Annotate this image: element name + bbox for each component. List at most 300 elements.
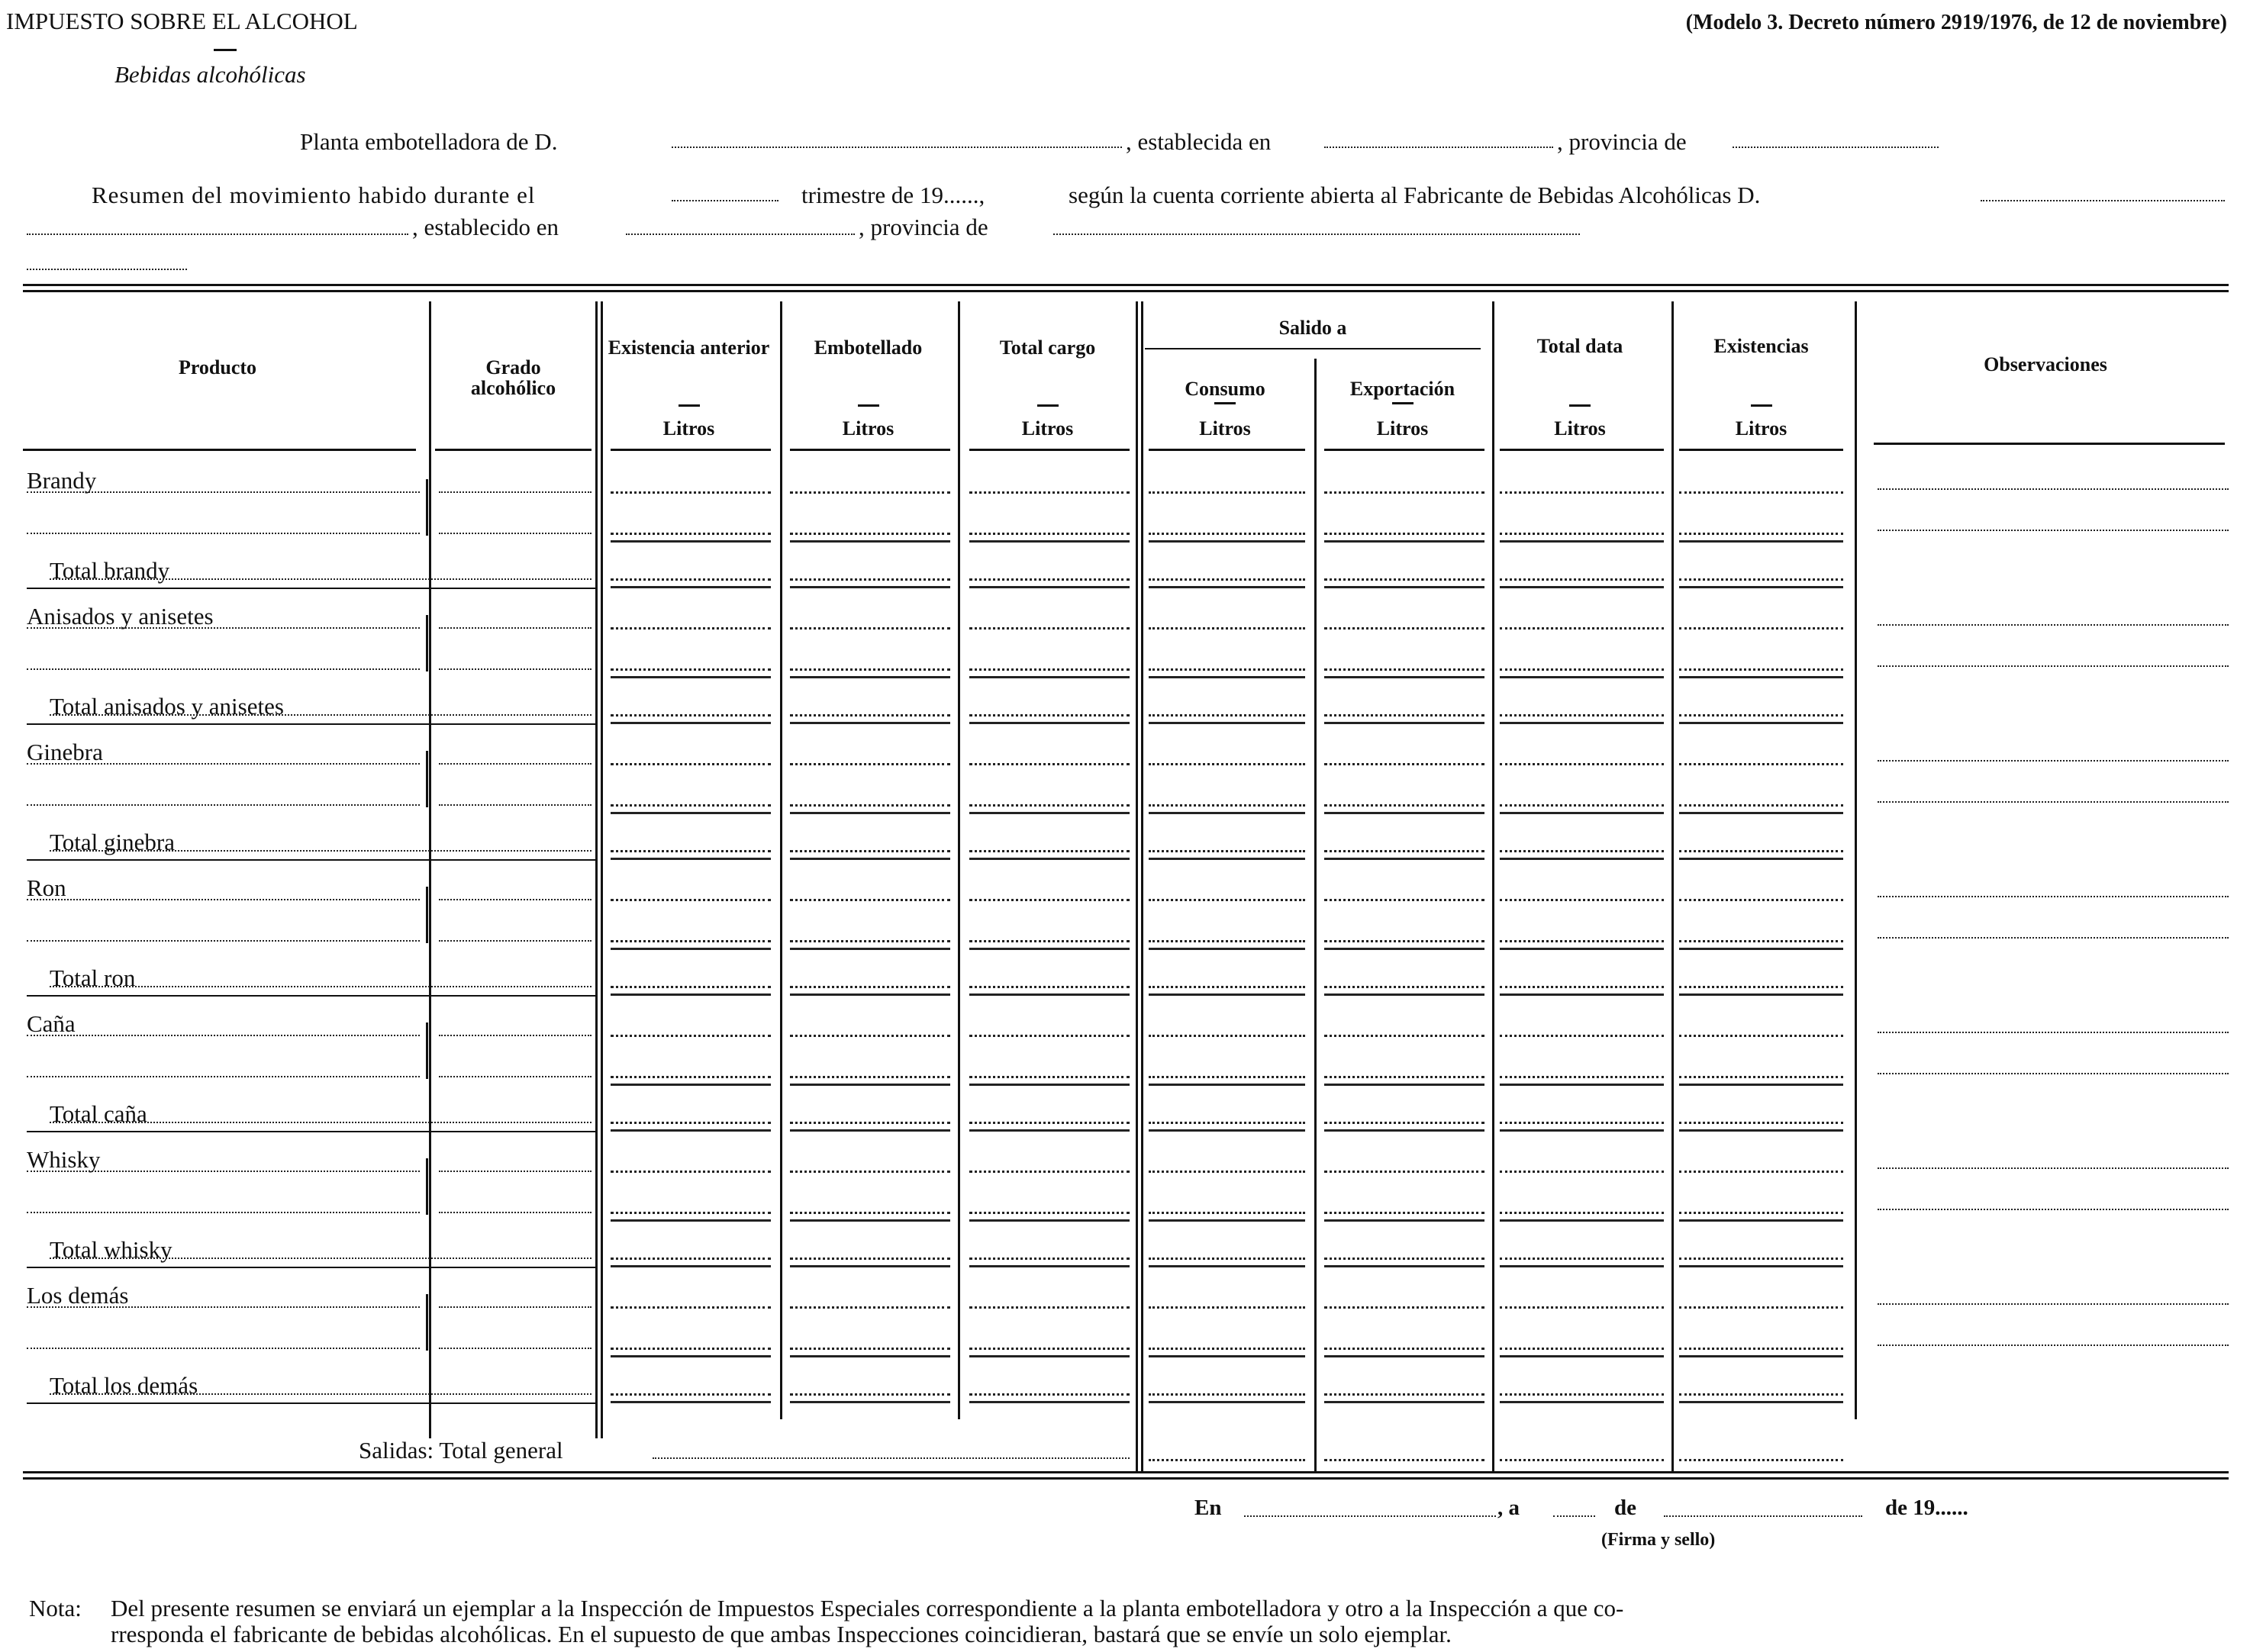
quarter-field[interactable] [672,200,778,201]
product-total-field[interactable] [50,986,592,987]
observaciones-field[interactable] [1878,488,2229,490]
value-cell[interactable] [1679,1306,1843,1309]
value-total-underline [1149,1265,1305,1267]
value-total-underline [969,1129,1130,1132]
product-field[interactable] [27,627,420,629]
value-subtotal-line [1149,1219,1305,1222]
value-subtotal-line [1500,1219,1664,1222]
value-total-cell[interactable] [969,1258,1130,1260]
header-underline [1324,449,1484,451]
value-cell[interactable] [1500,668,1664,671]
grado-field[interactable] [439,899,592,900]
value-cell[interactable] [1149,491,1305,494]
value-cell[interactable] [969,1035,1130,1037]
header-underline [611,449,771,451]
grado-field[interactable] [439,1171,592,1172]
value-total-underline [1324,1265,1484,1267]
value-cell[interactable] [1324,491,1484,494]
header-grado: Grado alcohólico [470,356,556,399]
grado-field-2[interactable] [439,1212,592,1213]
value-total-underline [1324,586,1484,588]
value-cell[interactable] [611,763,771,765]
value-subtotal-line [1324,540,1484,543]
observaciones-field[interactable] [1878,1032,2229,1033]
value-total-cell[interactable] [790,578,950,581]
value-cell[interactable] [1149,1348,1305,1350]
province-field-2[interactable] [1053,233,1580,235]
value-cell[interactable] [969,491,1130,494]
value-cell[interactable] [790,1076,950,1078]
product-name: Anisados y anisetes [27,603,218,630]
value-cell[interactable] [1324,1171,1484,1173]
value-cell[interactable] [1679,668,1843,671]
value-cell[interactable] [1679,763,1843,765]
value-cell[interactable] [611,1076,771,1078]
plant-label: Planta embotelladora de D. [300,128,558,155]
value-subtotal-line [611,540,771,543]
value-cell[interactable] [1679,627,1843,630]
column-separator [1141,301,1143,1473]
table-bottom-line-1 [23,1471,2229,1473]
value-total-cell[interactable] [1679,1258,1843,1260]
value-cell[interactable] [1679,804,1843,807]
grand-total-cell[interactable] [1149,1459,1305,1461]
grado-field-2[interactable] [439,940,592,942]
value-cell[interactable] [1679,1348,1843,1350]
value-cell[interactable] [1324,627,1484,630]
value-cell[interactable] [790,763,950,765]
value-cell[interactable] [969,668,1130,671]
value-cell[interactable] [790,491,950,494]
value-total-cell[interactable] [1149,578,1305,581]
value-cell[interactable] [1679,491,1843,494]
value-total-underline [1324,1401,1484,1403]
product-field[interactable] [27,1171,420,1172]
column-separator [601,301,603,1438]
province-field[interactable] [1733,147,1939,148]
value-total-cell[interactable] [1149,1393,1305,1396]
value-cell[interactable] [611,1306,771,1309]
value-cell[interactable] [1679,1212,1843,1214]
header-producto: Producto [178,356,257,378]
value-cell[interactable] [611,533,771,535]
product-total-underline [27,859,595,861]
header-observaciones: Observaciones [1984,353,2107,375]
product-total-underline [27,1131,595,1132]
value-subtotal-line [1500,812,1664,814]
value-total-cell[interactable] [969,578,1130,581]
value-total-underline [1500,858,1664,860]
month-label: de [1614,1496,1636,1520]
product-field-2[interactable] [27,1076,420,1077]
value-subtotal-line [1679,1219,1843,1222]
value-cell[interactable] [1324,668,1484,671]
value-total-underline [611,1401,771,1403]
grado-field-2[interactable] [439,1076,592,1077]
product-total-field[interactable] [50,714,592,716]
value-cell[interactable] [1679,899,1843,901]
litros-dash [1392,402,1414,404]
grado-bracket [426,1022,428,1079]
value-cell[interactable] [1500,1035,1664,1037]
product-total-field[interactable] [50,578,592,580]
value-total-cell[interactable] [611,850,771,852]
value-cell[interactable] [1149,668,1305,671]
value-cell[interactable] [1149,1035,1305,1037]
value-total-cell[interactable] [969,850,1130,852]
header-underline [1149,449,1305,451]
value-cell[interactable] [1500,1348,1664,1350]
value-total-underline [1324,1129,1484,1132]
product-name: Whisky [27,1146,105,1174]
value-cell[interactable] [790,1171,950,1173]
manufacturer-field-cont[interactable] [27,233,408,235]
value-total-underline [969,993,1130,996]
value-cell[interactable] [1500,1076,1664,1078]
value-total-cell[interactable] [1324,986,1484,988]
value-cell[interactable] [611,1348,771,1350]
value-total-cell[interactable] [790,1122,950,1124]
value-cell[interactable] [1324,940,1484,942]
value-cell[interactable] [1324,533,1484,535]
value-cell[interactable] [1149,533,1305,535]
grado-field[interactable] [439,1035,592,1036]
grado-field[interactable] [439,627,592,629]
grado-field-2[interactable] [439,533,592,534]
value-total-underline [1679,722,1843,724]
grado-field[interactable] [439,491,592,493]
value-cell[interactable] [611,627,771,630]
value-total-underline [1500,722,1664,724]
value-cell[interactable] [1324,899,1484,901]
grado-bracket [426,479,428,536]
value-total-cell[interactable] [1149,1122,1305,1124]
value-total-cell[interactable] [1500,1393,1664,1396]
value-subtotal-line [1149,676,1305,678]
place-field[interactable] [1244,1515,1496,1517]
value-cell[interactable] [1500,491,1664,494]
product-field-2[interactable] [27,668,420,670]
value-total-cell[interactable] [969,986,1130,988]
established-field-2[interactable] [626,233,855,235]
header-total-cargo: Total cargo [999,337,1096,359]
value-cell[interactable] [969,533,1130,535]
value-cell[interactable] [611,491,771,494]
litros-dash [1569,404,1591,407]
product-name: Ron [27,874,71,902]
value-subtotal-line [790,948,950,950]
observaciones-field[interactable] [1878,624,2229,626]
value-cell[interactable] [1324,1035,1484,1037]
observaciones-field[interactable] [1878,1303,2229,1305]
litros-dash [1751,404,1772,407]
value-cell[interactable] [969,1306,1130,1309]
value-cell[interactable] [1149,1076,1305,1078]
value-total-underline [969,1265,1130,1267]
value-total-cell[interactable] [1500,986,1664,988]
observaciones-field[interactable] [1878,760,2229,762]
value-total-cell[interactable] [611,1393,771,1396]
value-cell[interactable] [1324,1306,1484,1309]
grand-total-cell[interactable] [1324,1459,1484,1461]
product-field-2[interactable] [27,940,420,942]
value-cell[interactable] [1679,1035,1843,1037]
value-subtotal-line [1679,812,1843,814]
established-field[interactable] [1324,147,1553,148]
value-cell[interactable] [611,940,771,942]
header-litros: Litros [662,417,715,440]
value-cell[interactable] [1149,763,1305,765]
grado-field-2[interactable] [439,804,592,806]
value-total-underline [1500,993,1664,996]
value-cell[interactable] [969,1212,1130,1214]
value-subtotal-line [969,948,1130,950]
grand-total-cell[interactable] [1679,1459,1843,1461]
value-cell[interactable] [1324,1212,1484,1214]
value-cell[interactable] [1500,763,1664,765]
value-total-cell[interactable] [1324,714,1484,717]
value-total-cell[interactable] [611,1122,771,1124]
value-cell[interactable] [611,804,771,807]
value-cell[interactable] [969,1076,1130,1078]
value-cell[interactable] [1500,804,1664,807]
value-total-cell[interactable] [790,986,950,988]
value-cell[interactable] [790,804,950,807]
observaciones-field[interactable] [1878,1167,2229,1169]
value-cell[interactable] [1324,1348,1484,1350]
plant-owner-field[interactable] [672,147,1122,148]
value-total-cell[interactable] [1149,850,1305,852]
header-underline [23,449,416,451]
value-total-cell[interactable] [1679,714,1843,717]
value-total-cell[interactable] [1324,1258,1484,1260]
value-total-cell[interactable] [1324,1122,1484,1124]
value-cell[interactable] [611,1171,771,1173]
product-total-field[interactable] [50,1393,592,1395]
product-field[interactable] [27,899,420,900]
value-subtotal-line [969,1355,1130,1357]
value-cell[interactable] [1149,1212,1305,1214]
value-total-underline [611,858,771,860]
value-cell[interactable] [790,940,950,942]
value-total-cell[interactable] [1500,1122,1664,1124]
value-cell[interactable] [969,627,1130,630]
product-field-2[interactable] [27,1212,420,1213]
value-total-cell[interactable] [790,1393,950,1396]
value-cell[interactable] [790,533,950,535]
value-subtotal-line [969,812,1130,814]
value-subtotal-line [1500,676,1664,678]
value-cell[interactable] [790,1306,950,1309]
value-total-cell[interactable] [1679,986,1843,988]
value-total-cell[interactable] [611,714,771,717]
product-field-2[interactable] [27,533,420,534]
model-reference: (Modelo 3. Decreto número 2919/1976, de 12 de noviembre) [1685,11,2227,34]
value-cell[interactable] [790,1348,950,1350]
product-total-underline [27,1402,595,1404]
column-separator [1855,301,1857,1419]
value-total-cell[interactable] [1149,986,1305,988]
value-subtotal-line [611,1084,771,1086]
value-cell[interactable] [1324,763,1484,765]
product-total-label: Total anisados y anisetes [50,693,289,720]
value-subtotal-line [790,676,950,678]
value-cell[interactable] [969,1171,1130,1173]
value-total-cell[interactable] [790,850,950,852]
observaciones-field-2[interactable] [1878,1344,2229,1346]
header-litros: Litros [1735,417,1787,440]
observaciones-field-2[interactable] [1878,665,2229,667]
value-cell[interactable] [1500,533,1664,535]
value-cell[interactable] [1324,1076,1484,1078]
value-cell[interactable] [1679,940,1843,942]
value-cell[interactable] [1500,1171,1664,1173]
value-total-underline [1149,1129,1305,1132]
observaciones-field-2[interactable] [1878,530,2229,531]
value-cell[interactable] [790,668,950,671]
product-field[interactable] [27,491,420,493]
value-total-cell[interactable] [1500,1258,1664,1260]
extra-field[interactable] [27,269,187,270]
value-cell[interactable] [790,627,950,630]
month-field[interactable] [1664,1515,1862,1517]
value-subtotal-line [1679,676,1843,678]
value-cell[interactable] [969,899,1130,901]
value-subtotal-line [611,1219,771,1222]
grado-field[interactable] [439,1306,592,1308]
value-cell[interactable] [1149,899,1305,901]
header-underline [435,449,592,451]
value-cell[interactable] [1500,627,1664,630]
product-total-label: Total ginebra [50,829,179,856]
value-subtotal-line [1500,1084,1664,1086]
value-cell[interactable] [969,763,1130,765]
value-cell[interactable] [1324,804,1484,807]
value-cell[interactable] [969,1348,1130,1350]
value-total-cell[interactable] [1324,850,1484,852]
value-total-cell[interactable] [1149,714,1305,717]
value-total-cell[interactable] [1149,1258,1305,1260]
value-total-cell[interactable] [611,986,771,988]
product-total-field[interactable] [50,1258,592,1259]
value-cell[interactable] [1149,1306,1305,1309]
table-top-line-2 [23,290,2229,292]
value-total-cell[interactable] [1500,714,1664,717]
value-cell[interactable] [969,940,1130,942]
value-total-cell[interactable] [1679,1393,1843,1396]
product-field[interactable] [27,763,420,765]
value-total-cell[interactable] [969,1393,1130,1396]
value-total-cell[interactable] [1679,578,1843,581]
product-field-2[interactable] [27,804,420,806]
value-cell[interactable] [1500,940,1664,942]
value-cell[interactable] [1149,940,1305,942]
value-total-cell[interactable] [1679,1122,1843,1124]
value-total-cell[interactable] [1324,578,1484,581]
product-name: Los demás [27,1282,133,1309]
value-cell[interactable] [611,899,771,901]
observaciones-field[interactable] [1878,896,2229,897]
value-cell[interactable] [611,668,771,671]
value-total-underline [790,993,950,996]
product-total-field[interactable] [50,850,592,852]
value-cell[interactable] [611,1035,771,1037]
column-separator [958,301,960,1419]
grado-field[interactable] [439,763,592,765]
value-cell[interactable] [1679,533,1843,535]
value-cell[interactable] [1679,1171,1843,1173]
day-field[interactable] [1553,1515,1595,1517]
value-cell[interactable] [1149,627,1305,630]
value-cell[interactable] [1149,804,1305,807]
value-cell[interactable] [969,804,1130,807]
value-total-cell[interactable] [1324,1393,1484,1396]
product-field-2[interactable] [27,1348,420,1349]
value-subtotal-line [969,676,1130,678]
value-subtotal-line [1149,812,1305,814]
observaciones-field-2[interactable] [1878,801,2229,803]
value-cell[interactable] [1500,1212,1664,1214]
grand-total-field[interactable] [653,1457,1130,1459]
value-cell[interactable] [1500,1306,1664,1309]
header-litros: Litros [1376,417,1429,440]
value-total-underline [1149,993,1305,996]
value-subtotal-line [1324,812,1484,814]
value-total-underline [790,586,950,588]
product-field[interactable] [27,1306,420,1308]
value-total-underline [1324,993,1484,996]
product-total-label: Total los demás [50,1372,202,1399]
grado-bracket [426,615,428,671]
product-total-field[interactable] [50,1122,592,1123]
value-total-cell[interactable] [1679,850,1843,852]
product-total-underline [27,723,595,725]
value-cell[interactable] [790,1212,950,1214]
value-total-cell[interactable] [790,714,950,717]
value-cell[interactable] [790,1035,950,1037]
value-total-cell[interactable] [790,1258,950,1260]
signature-label: (Firma y sello) [1601,1530,1716,1550]
value-cell[interactable] [1500,899,1664,901]
product-field[interactable] [27,1035,420,1036]
value-total-cell[interactable] [611,1258,771,1260]
value-cell[interactable] [790,899,950,901]
observaciones-field-2[interactable] [1878,1073,2229,1074]
observaciones-field-2[interactable] [1878,1209,2229,1210]
grado-field-2[interactable] [439,668,592,670]
value-subtotal-line [1149,948,1305,950]
grand-total-cell[interactable] [1500,1459,1664,1461]
value-cell[interactable] [1149,1171,1305,1173]
quarter-label: trimestre de 19......, [801,182,985,208]
product-name: Caña [27,1010,80,1038]
value-subtotal-line [790,1084,950,1086]
value-cell[interactable] [1679,1076,1843,1078]
header-embotellado: Embotellado [814,337,923,359]
value-total-underline [969,722,1130,724]
value-total-cell[interactable] [1500,578,1664,581]
value-total-cell[interactable] [969,1122,1130,1124]
value-subtotal-line [1324,1084,1484,1086]
value-total-cell[interactable] [1500,850,1664,852]
value-cell[interactable] [611,1212,771,1214]
value-subtotal-line [790,1355,950,1357]
value-total-cell[interactable] [969,714,1130,717]
value-total-cell[interactable] [611,578,771,581]
observaciones-field-2[interactable] [1878,937,2229,939]
grado-field-2[interactable] [439,1348,592,1349]
manufacturer-field[interactable] [1981,200,2225,201]
